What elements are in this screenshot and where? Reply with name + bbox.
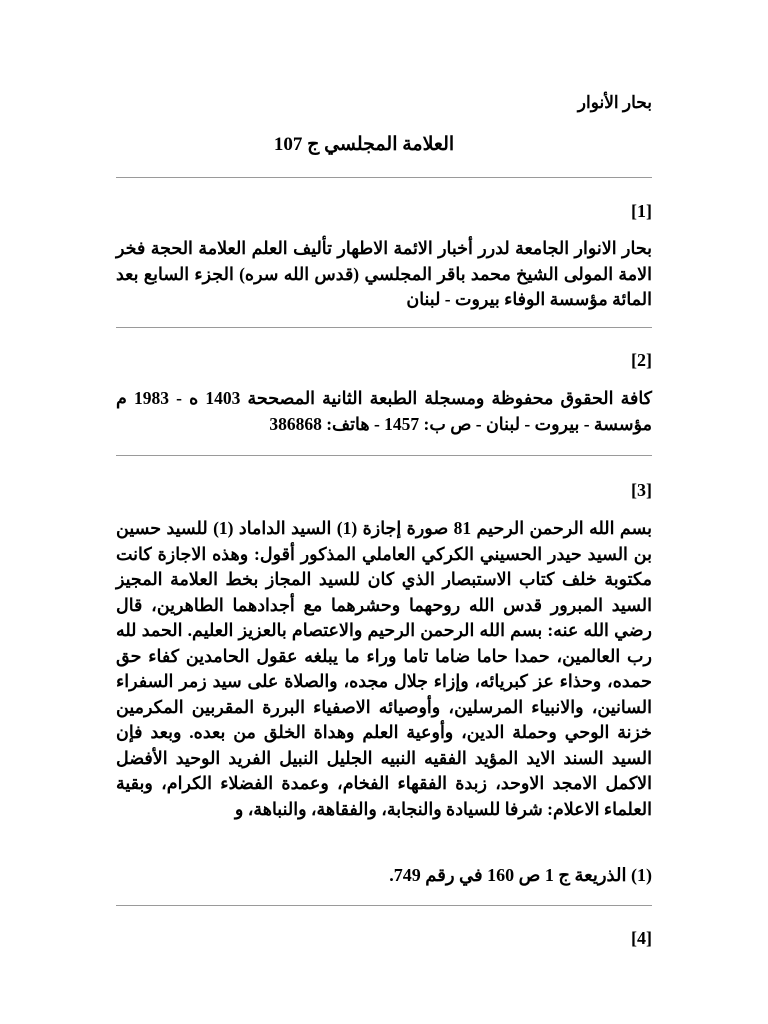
section-text-1: بحار الانوار الجامعة لدرر أخبار الائمة الاطهار تأليف العلم العلامة الحجة فخر الامة المولى الشيخ محمد باقر المجلسي (قدس الله سره) الجزء السابع بعد المائة مؤسسة الوفاء بيروت - لبنان bbox=[116, 238, 652, 309]
divider bbox=[116, 905, 652, 906]
section-marker-2: [2] bbox=[631, 350, 652, 370]
section-text-3: بسم الله الرحمن الرحيم 81 صورة إجازة (1) السيد الداماد (1) للسيد حسين بن السيد حيدر الحسيني الكركي العاملي المذكور أقول: وهذه الاجازة كانت مكتوبة خلف كتاب الاستبصار الذي كان للسيد المجاز بخط العلامة المجيز السيد المبرور قدس الله روحهما وحشرهما مع أجدادهما الطاهرين، قال رضي الله عنه: بسم الله الرحمن الرحيم والاعتصام بالعزيز العليم. الحمد لله رب العالمين، حمدا حاما ضاما تاما وراء ما يبلغه عقول الحامدين كفاء حق حمده، وحذاء عز كبريائه، وإزاء جلال مجده، والصلاة على سيد زمر السفراء السانين، والانبياء المرسلين، وأوصيائه الاصفياء البررة المقربين المكرمين خزنة الوحي وحملة الدين، وأوعية العلم وهداة الخلق من بعده. وبعد فإن السيد السند الايد المؤيد الفقيه النبيه الجليل النبيل الفريد الوحيد الأفضل الاكمل الامجد الاوحد، زبدة الفقهاء الفخام، وعمدة الفضلاء الكرام، وبقية العلماء الاعلام: شرفا للسيادة والنجابة، والفقاهة، والنباهة، و bbox=[116, 518, 652, 819]
footnote: (1) الذريعة ج 1 ص 160 في رقم 749. bbox=[389, 865, 652, 885]
section-marker-3: [3] bbox=[631, 480, 652, 500]
book-title: بحار الأنوار bbox=[577, 93, 652, 112]
divider bbox=[116, 177, 652, 178]
divider bbox=[116, 455, 652, 456]
volume-subtitle: العلامة المجلسي ج 107 bbox=[273, 134, 455, 155]
divider bbox=[116, 327, 652, 328]
section-text-2: كافة الحقوق محفوظة ومسجلة الطبعة الثانية المصححة 1403 ه - 1983 م مؤسسة - بيروت - لبنان - ص ب: 1457 - هاتف: 386868 bbox=[116, 388, 652, 434]
section-marker-1: [1] bbox=[631, 201, 652, 221]
section-marker-4: [4] bbox=[631, 928, 652, 948]
